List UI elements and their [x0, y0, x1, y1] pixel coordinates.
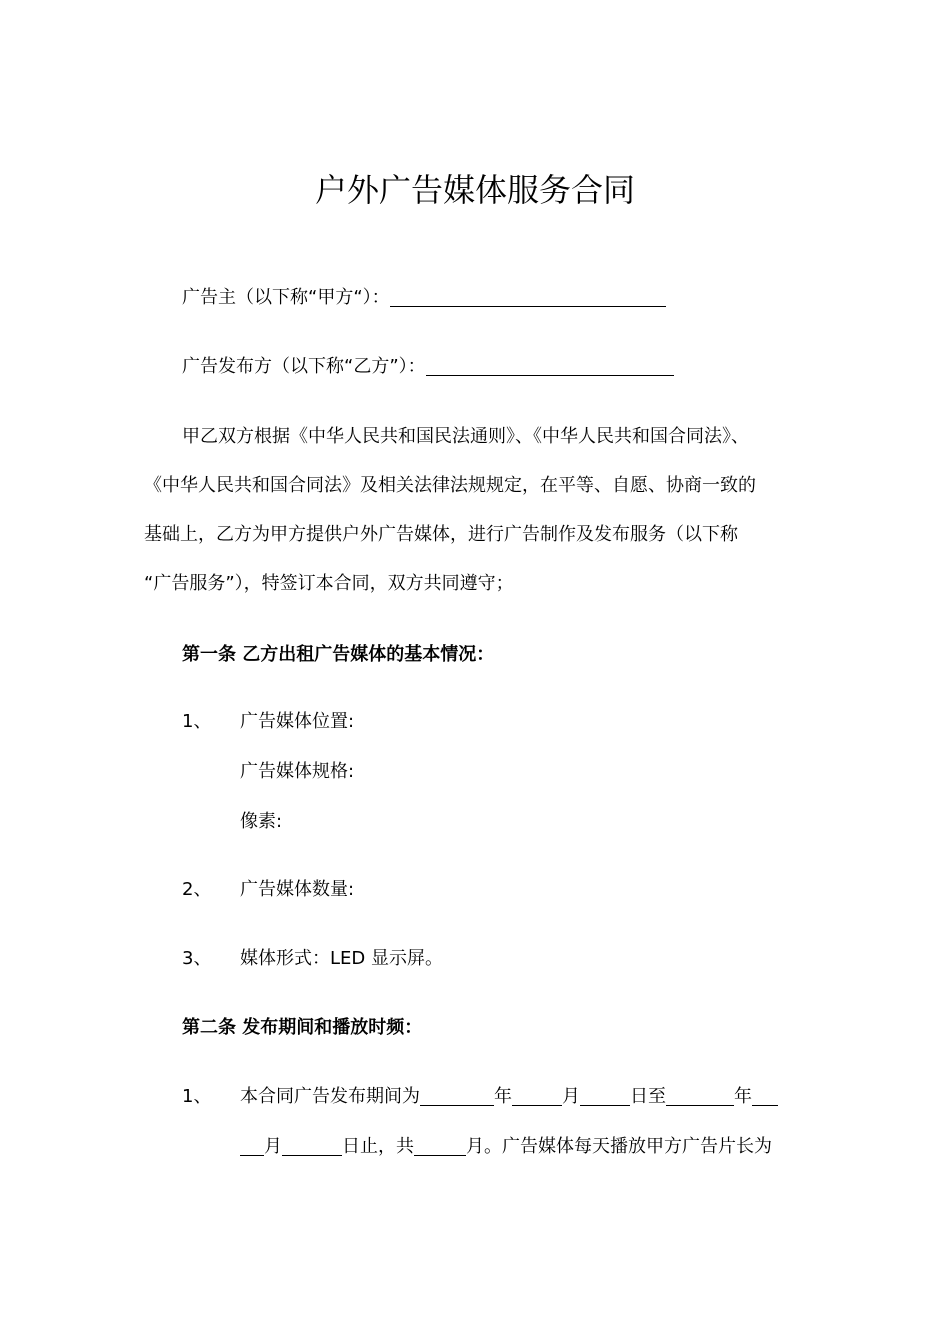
- start-year-blank: [420, 1085, 494, 1106]
- preamble-line-3: 基础上，乙方为甲方提供户外广告媒体，进行广告制作及发布服务（以下称: [144, 524, 738, 545]
- list-number: 3、: [182, 948, 212, 969]
- media-spec-label: 广告媒体规格:: [240, 761, 355, 782]
- start-month-blank: [512, 1085, 562, 1106]
- party-a-blank: [390, 286, 666, 307]
- party-a-label: 广告主（以下称“甲方“）：: [182, 287, 390, 308]
- day-to-label: 日至: [630, 1086, 666, 1107]
- list-number: 1、: [182, 1086, 212, 1107]
- article-1-heading: 第一条 乙方出租广告媒体的基本情况：: [182, 644, 495, 665]
- publish-period-line-2: [240, 1135, 772, 1159]
- list-number: 2、: [182, 879, 212, 900]
- party-b-blank: [426, 355, 674, 376]
- publish-period-text: 本合同广告发布期间为: [240, 1086, 420, 1107]
- document-title: 户外广告媒体服务合同: [314, 171, 635, 209]
- year-label: 年: [494, 1086, 512, 1107]
- party-b-line: [182, 355, 674, 379]
- article-2-heading: 第二条 发布期间和播放时频：: [182, 1017, 423, 1038]
- media-location-label: 广告媒体位置:: [240, 711, 355, 732]
- party-a-line: [182, 286, 666, 310]
- months-count-blank: [414, 1135, 466, 1156]
- media-quantity-label: 广告媒体数量:: [240, 879, 355, 900]
- preamble-line-4: “广告服务”），特签订本合同，双方共同遵守；: [144, 573, 514, 594]
- month-label-2: 月: [264, 1136, 282, 1157]
- publish-period-line-1: [240, 1085, 778, 1109]
- end-month-blank-part1: [752, 1085, 778, 1106]
- end-day-blank: [282, 1135, 342, 1156]
- day-end-label: 日止，共: [342, 1136, 414, 1157]
- preamble-line-2: 《中华人民共和国合同法》及相关法律法规规定，在平等、自愿、协商一致的: [144, 475, 756, 496]
- list-number: 1、: [182, 711, 212, 732]
- end-year-blank: [666, 1085, 734, 1106]
- month-end-label: 月。广告媒体每天播放甲方广告片长为: [466, 1136, 772, 1157]
- year-label-2: 年: [734, 1086, 752, 1107]
- media-form-label: 媒体形式：LED 显示屏。: [240, 948, 443, 969]
- preamble-line-1: 甲乙双方根据《中华人民共和国民法通则》、《中华人民共和国合同法》、: [182, 426, 749, 447]
- party-b-label: 广告发布方（以下称“乙方”）：: [182, 356, 426, 377]
- pixel-label: 像素:: [240, 811, 283, 832]
- start-day-blank: [580, 1085, 630, 1106]
- end-month-blank-part2: [240, 1135, 264, 1156]
- month-label: 月: [562, 1086, 580, 1107]
